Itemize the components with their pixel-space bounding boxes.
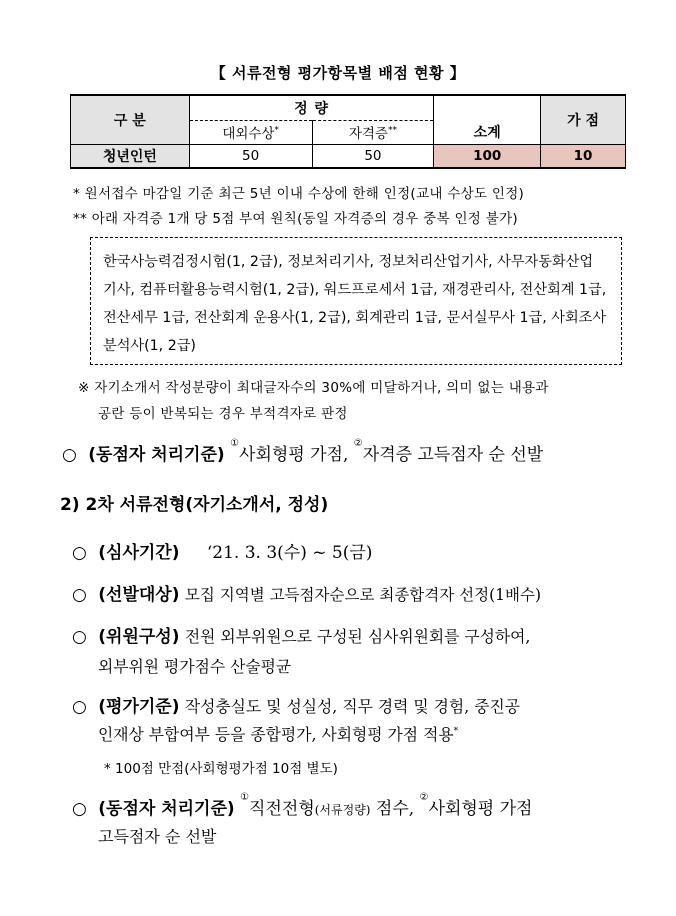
header-awards: 대외수상* xyxy=(189,120,312,144)
circled-2: ② xyxy=(419,792,429,803)
item-committee-cont: 외부위원 평가점수 산술평균 xyxy=(98,657,292,676)
item-label: (평가기준) xyxy=(98,697,180,717)
tie-rule-text-1: 사회형평 가점, xyxy=(239,445,349,465)
value-bonus: 10 xyxy=(541,144,626,168)
item-text: 사회형평 가점 xyxy=(428,799,533,819)
bullet-circle: ○ xyxy=(62,445,77,465)
certificate-line: 분석사(1, 2급) xyxy=(103,338,196,354)
item-text: 인재상 부합여부 등을 종합평가, 사회형평 가점 적용 xyxy=(98,725,454,744)
item-criteria-cont xyxy=(98,722,458,745)
certificate-line: 한국사능력검정시험(1, 2급), 정보처리기사, 정보처리산업기사, 사무자동화산업 xyxy=(103,254,594,270)
circled-2: ② xyxy=(353,438,363,449)
bullet-circle: ○ xyxy=(72,585,87,605)
criteria-note: * 100점 만점(사회형평가점 10점 별도) xyxy=(104,761,338,777)
item-tie-rule-2-cont: 고득점자 순 선발 xyxy=(98,827,217,846)
item-label: (선발대상) xyxy=(98,585,180,605)
value-awards: 50 xyxy=(189,144,312,168)
certificate-line: 기사, 컴퓨터활용능력시험(1, 2급), 워드프로세서 1급, 재경관리사, 전산회계 1급, xyxy=(103,282,607,298)
value-subtotal: 100 xyxy=(434,144,541,168)
item-text: ‘21. 3. 3(수) ~ 5(금) xyxy=(206,543,373,563)
item-text: 작성충실도 및 성실성, 직무 경력 및 경험, 중진공 xyxy=(184,697,521,716)
section-2-heading: 2) 2차 서류전형(자기소개서, 정성) xyxy=(60,495,329,515)
item-label: (심사기간) xyxy=(98,543,180,563)
item-label: (위원구성) xyxy=(98,627,180,647)
row-label: 청년인턴 xyxy=(71,144,190,168)
value-certificates: 50 xyxy=(312,144,434,168)
header-certificates: 자격증** xyxy=(312,120,434,144)
certificate-list-box xyxy=(90,237,622,365)
tie-rule-text-2: 자격증 고득점자 순 선발 xyxy=(362,445,544,465)
item-tie-rule-2 xyxy=(72,794,532,819)
item-text: 모집 지역별 고득점자순으로 최종합격자 선정(1배수) xyxy=(184,586,541,604)
note-awards: * 원서접수 마감일 기준 최근 5년 이내 수상에 한해 인정(교내 수상도 인정) xyxy=(73,186,525,202)
item-label: (동점자 처리기준) xyxy=(98,799,235,819)
note-self-intro-1: ※ 자기소개서 작성분량이 최대글자수의 30%에 미달하거나, 의미 없는 내용과 xyxy=(78,380,549,396)
tie-rule-label: (동점자 처리기준) xyxy=(88,445,225,465)
bullet-circle: ○ xyxy=(72,543,87,563)
header-jeongryang: 정 량 xyxy=(189,95,434,120)
bullet-circle: ○ xyxy=(72,697,87,717)
bullet-circle: ○ xyxy=(72,627,87,647)
note-self-intro-2: 공란 등이 반복되는 경우 부적격자로 판정 xyxy=(98,406,348,422)
table-title: 【 서류전형 평가항목별 배점 현황 】 xyxy=(210,64,466,82)
note-certificates: ** 아래 자격증 1개 당 5점 부여 원칙(동일 자격증의 경우 중복 인정 불가) xyxy=(73,211,518,227)
bullet-circle: ○ xyxy=(72,799,87,819)
circled-1: ① xyxy=(230,438,240,449)
tie-rule-1 xyxy=(62,440,543,465)
item-text: 전원 외부위원으로 구성된 심사위원회를 구성하여, xyxy=(184,627,531,646)
item-committee xyxy=(72,622,530,647)
item-selection-target xyxy=(72,580,541,605)
item-review-period xyxy=(72,538,372,563)
header-bonus: 가 점 xyxy=(541,95,626,144)
item-text: 점수, xyxy=(375,799,415,819)
footnote-mark: * xyxy=(453,726,459,737)
header-subtotal: 소계 xyxy=(434,95,541,144)
item-text: 직전전형 xyxy=(249,799,315,819)
certificate-line: 전산세무 1급, 전산회계 운용사(1, 2급), 회계관리 1급, 문서실무사 1급, 사회조사 xyxy=(103,310,607,326)
circled-1: ① xyxy=(240,792,250,803)
score-table xyxy=(70,94,626,169)
header-gubun: 구 분 xyxy=(71,95,190,144)
item-text-small: (서류정량) xyxy=(314,803,371,817)
item-criteria xyxy=(72,692,520,717)
